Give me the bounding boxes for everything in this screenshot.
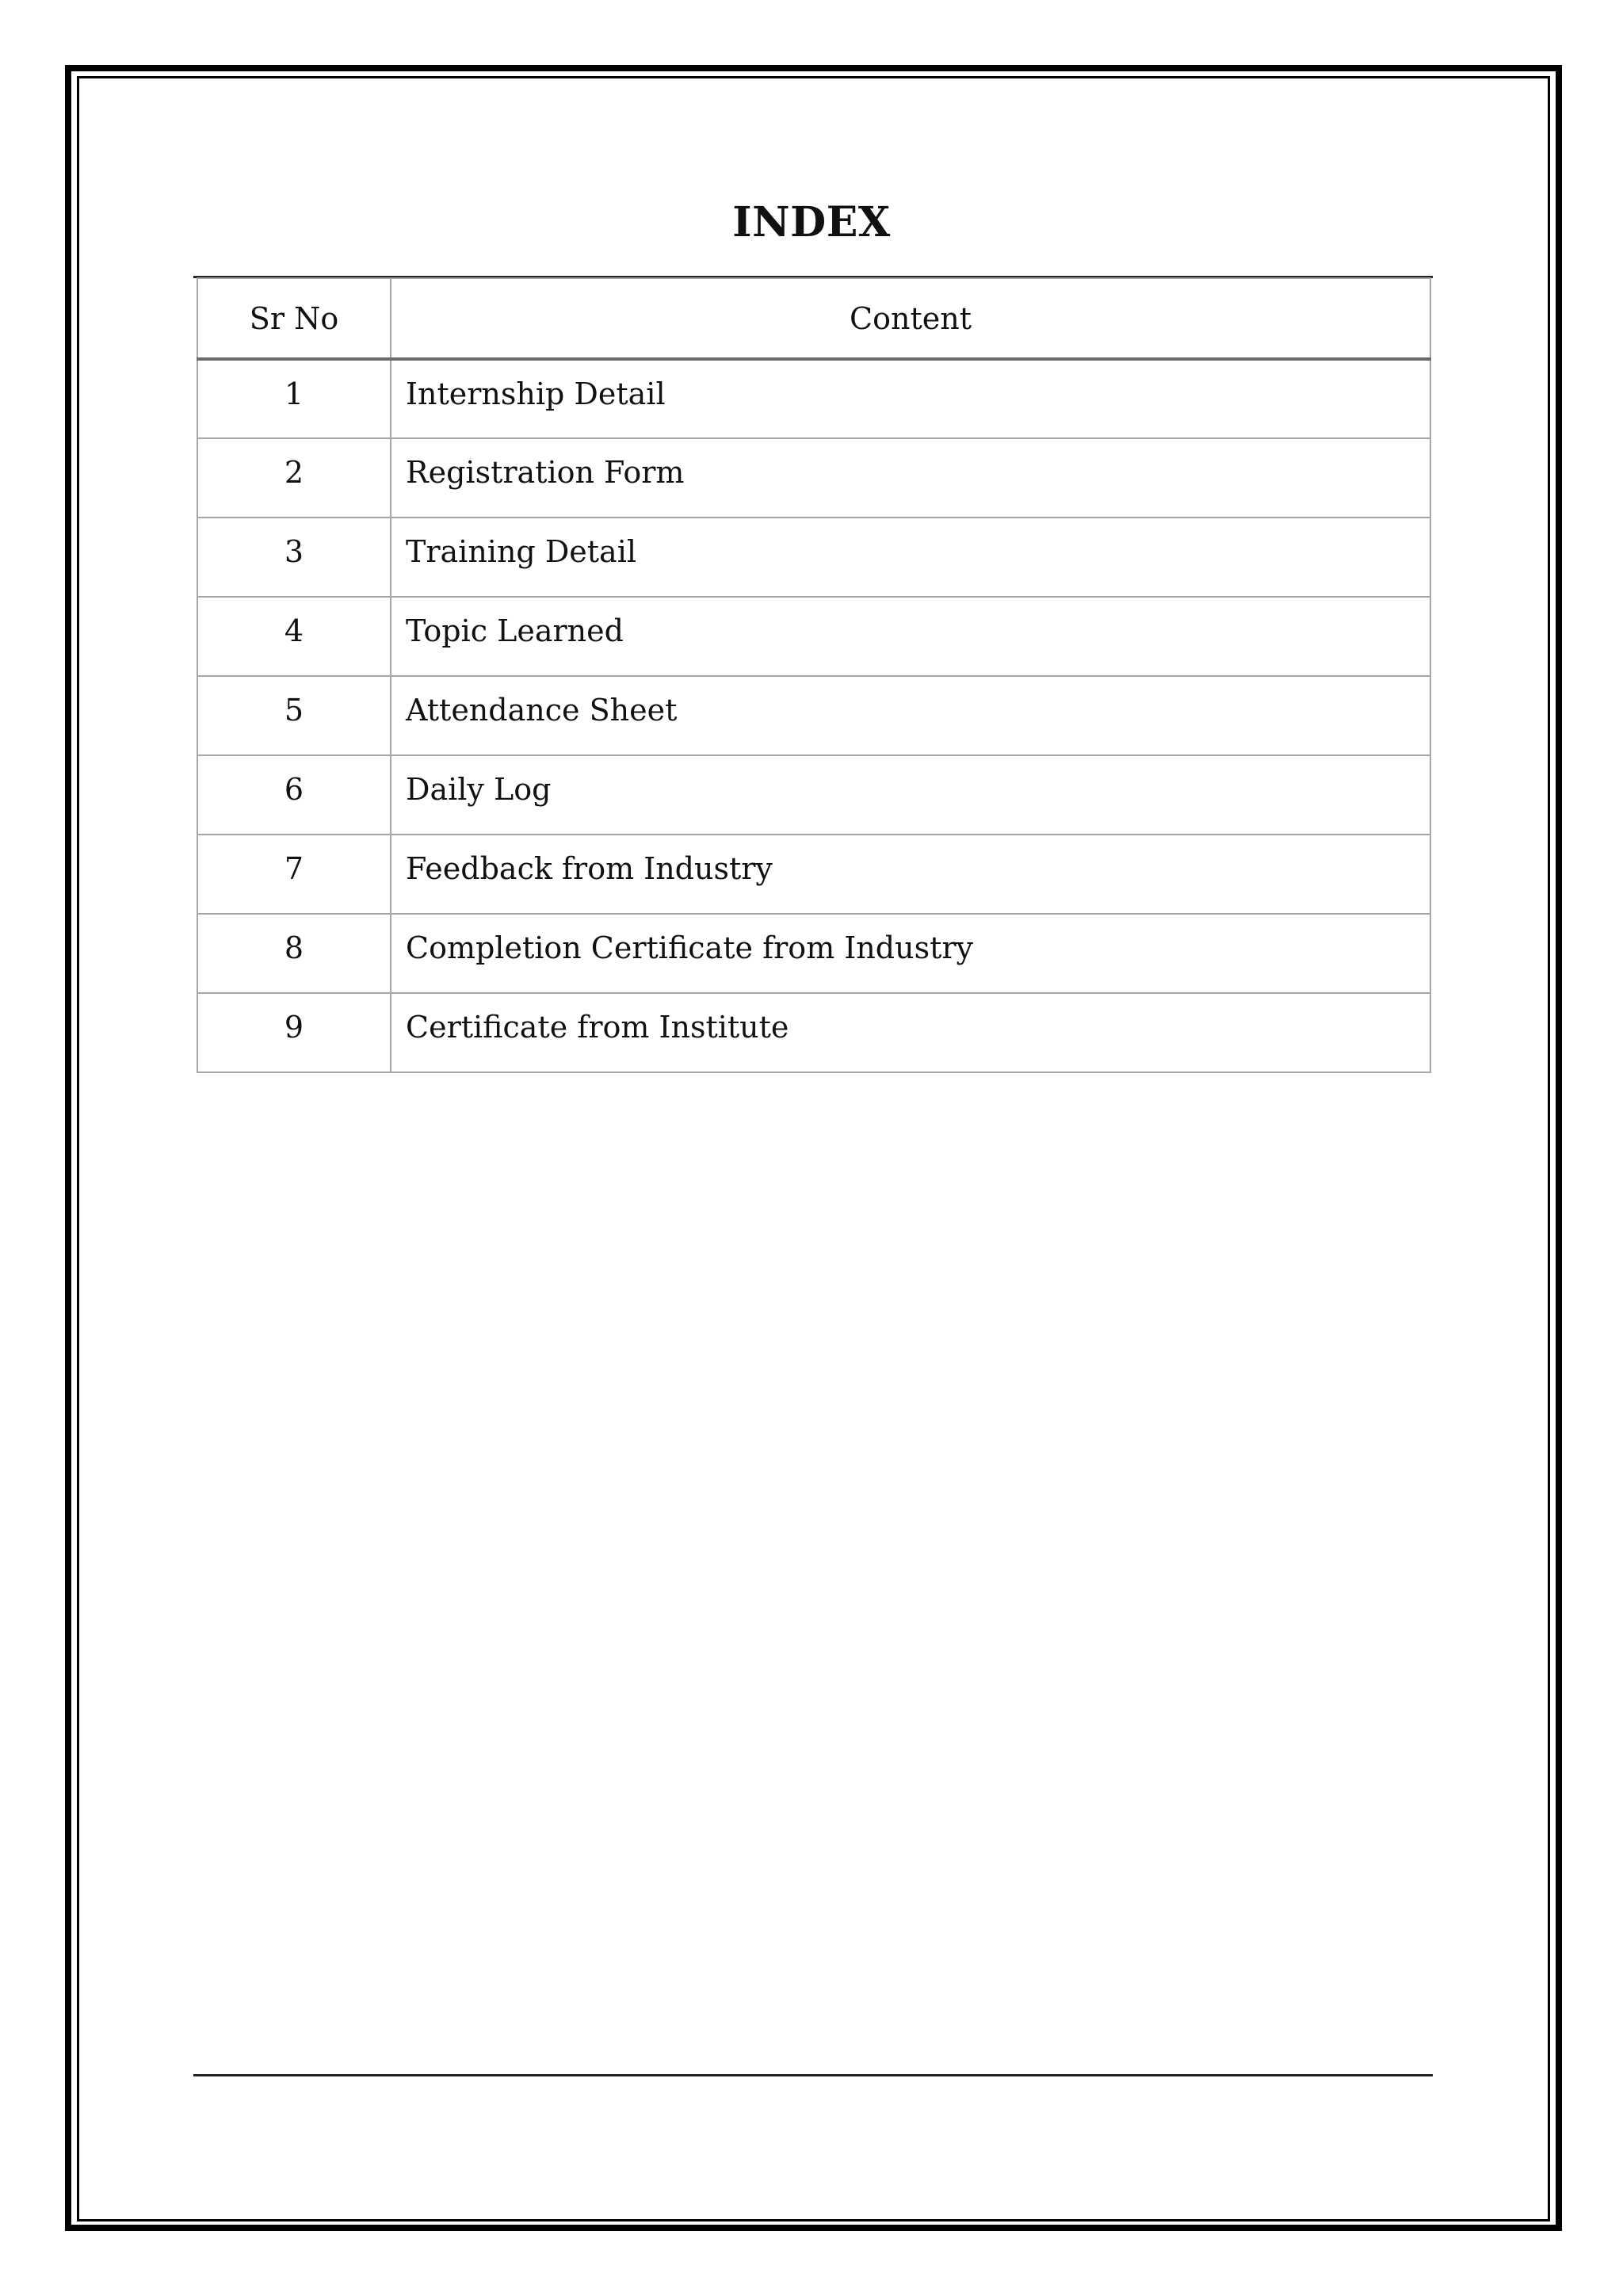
content-cell: Completion Certificate from Industry <box>391 914 1430 993</box>
table-row <box>197 438 1430 518</box>
table-row <box>197 914 1430 993</box>
content-cell: Internship Detail <box>391 359 1430 438</box>
table-row <box>197 597 1430 676</box>
footer-rule <box>193 2074 1433 2076</box>
table-row <box>197 676 1430 755</box>
table-row <box>197 835 1430 914</box>
table-header-row <box>197 278 1430 359</box>
column-header-sr-no: Sr No <box>197 278 391 359</box>
sr-no-cell: 7 <box>197 835 391 914</box>
index-table <box>197 277 1431 1073</box>
content-cell: Topic Learned <box>391 597 1430 676</box>
table-row <box>197 518 1430 597</box>
content-cell: Training Detail <box>391 518 1430 597</box>
content-cell: Feedback from Industry <box>391 835 1430 914</box>
sr-no-cell: 9 <box>197 993 391 1072</box>
table-row <box>197 993 1430 1072</box>
column-header-content: Content <box>391 278 1430 359</box>
content-cell: Registration Form <box>391 438 1430 518</box>
sr-no-cell: 1 <box>197 359 391 438</box>
content-cell: Attendance Sheet <box>391 676 1430 755</box>
table-row <box>197 359 1430 438</box>
sr-no-cell: 2 <box>197 438 391 518</box>
page-title: INDEX <box>732 198 891 246</box>
sr-no-cell: 3 <box>197 518 391 597</box>
sr-no-cell: 8 <box>197 914 391 993</box>
table-row <box>197 755 1430 835</box>
sr-no-cell: 4 <box>197 597 391 676</box>
content-cell: Daily Log <box>391 755 1430 835</box>
sr-no-cell: 6 <box>197 755 391 835</box>
sr-no-cell: 5 <box>197 676 391 755</box>
content-cell: Certificate from Institute <box>391 993 1430 1072</box>
